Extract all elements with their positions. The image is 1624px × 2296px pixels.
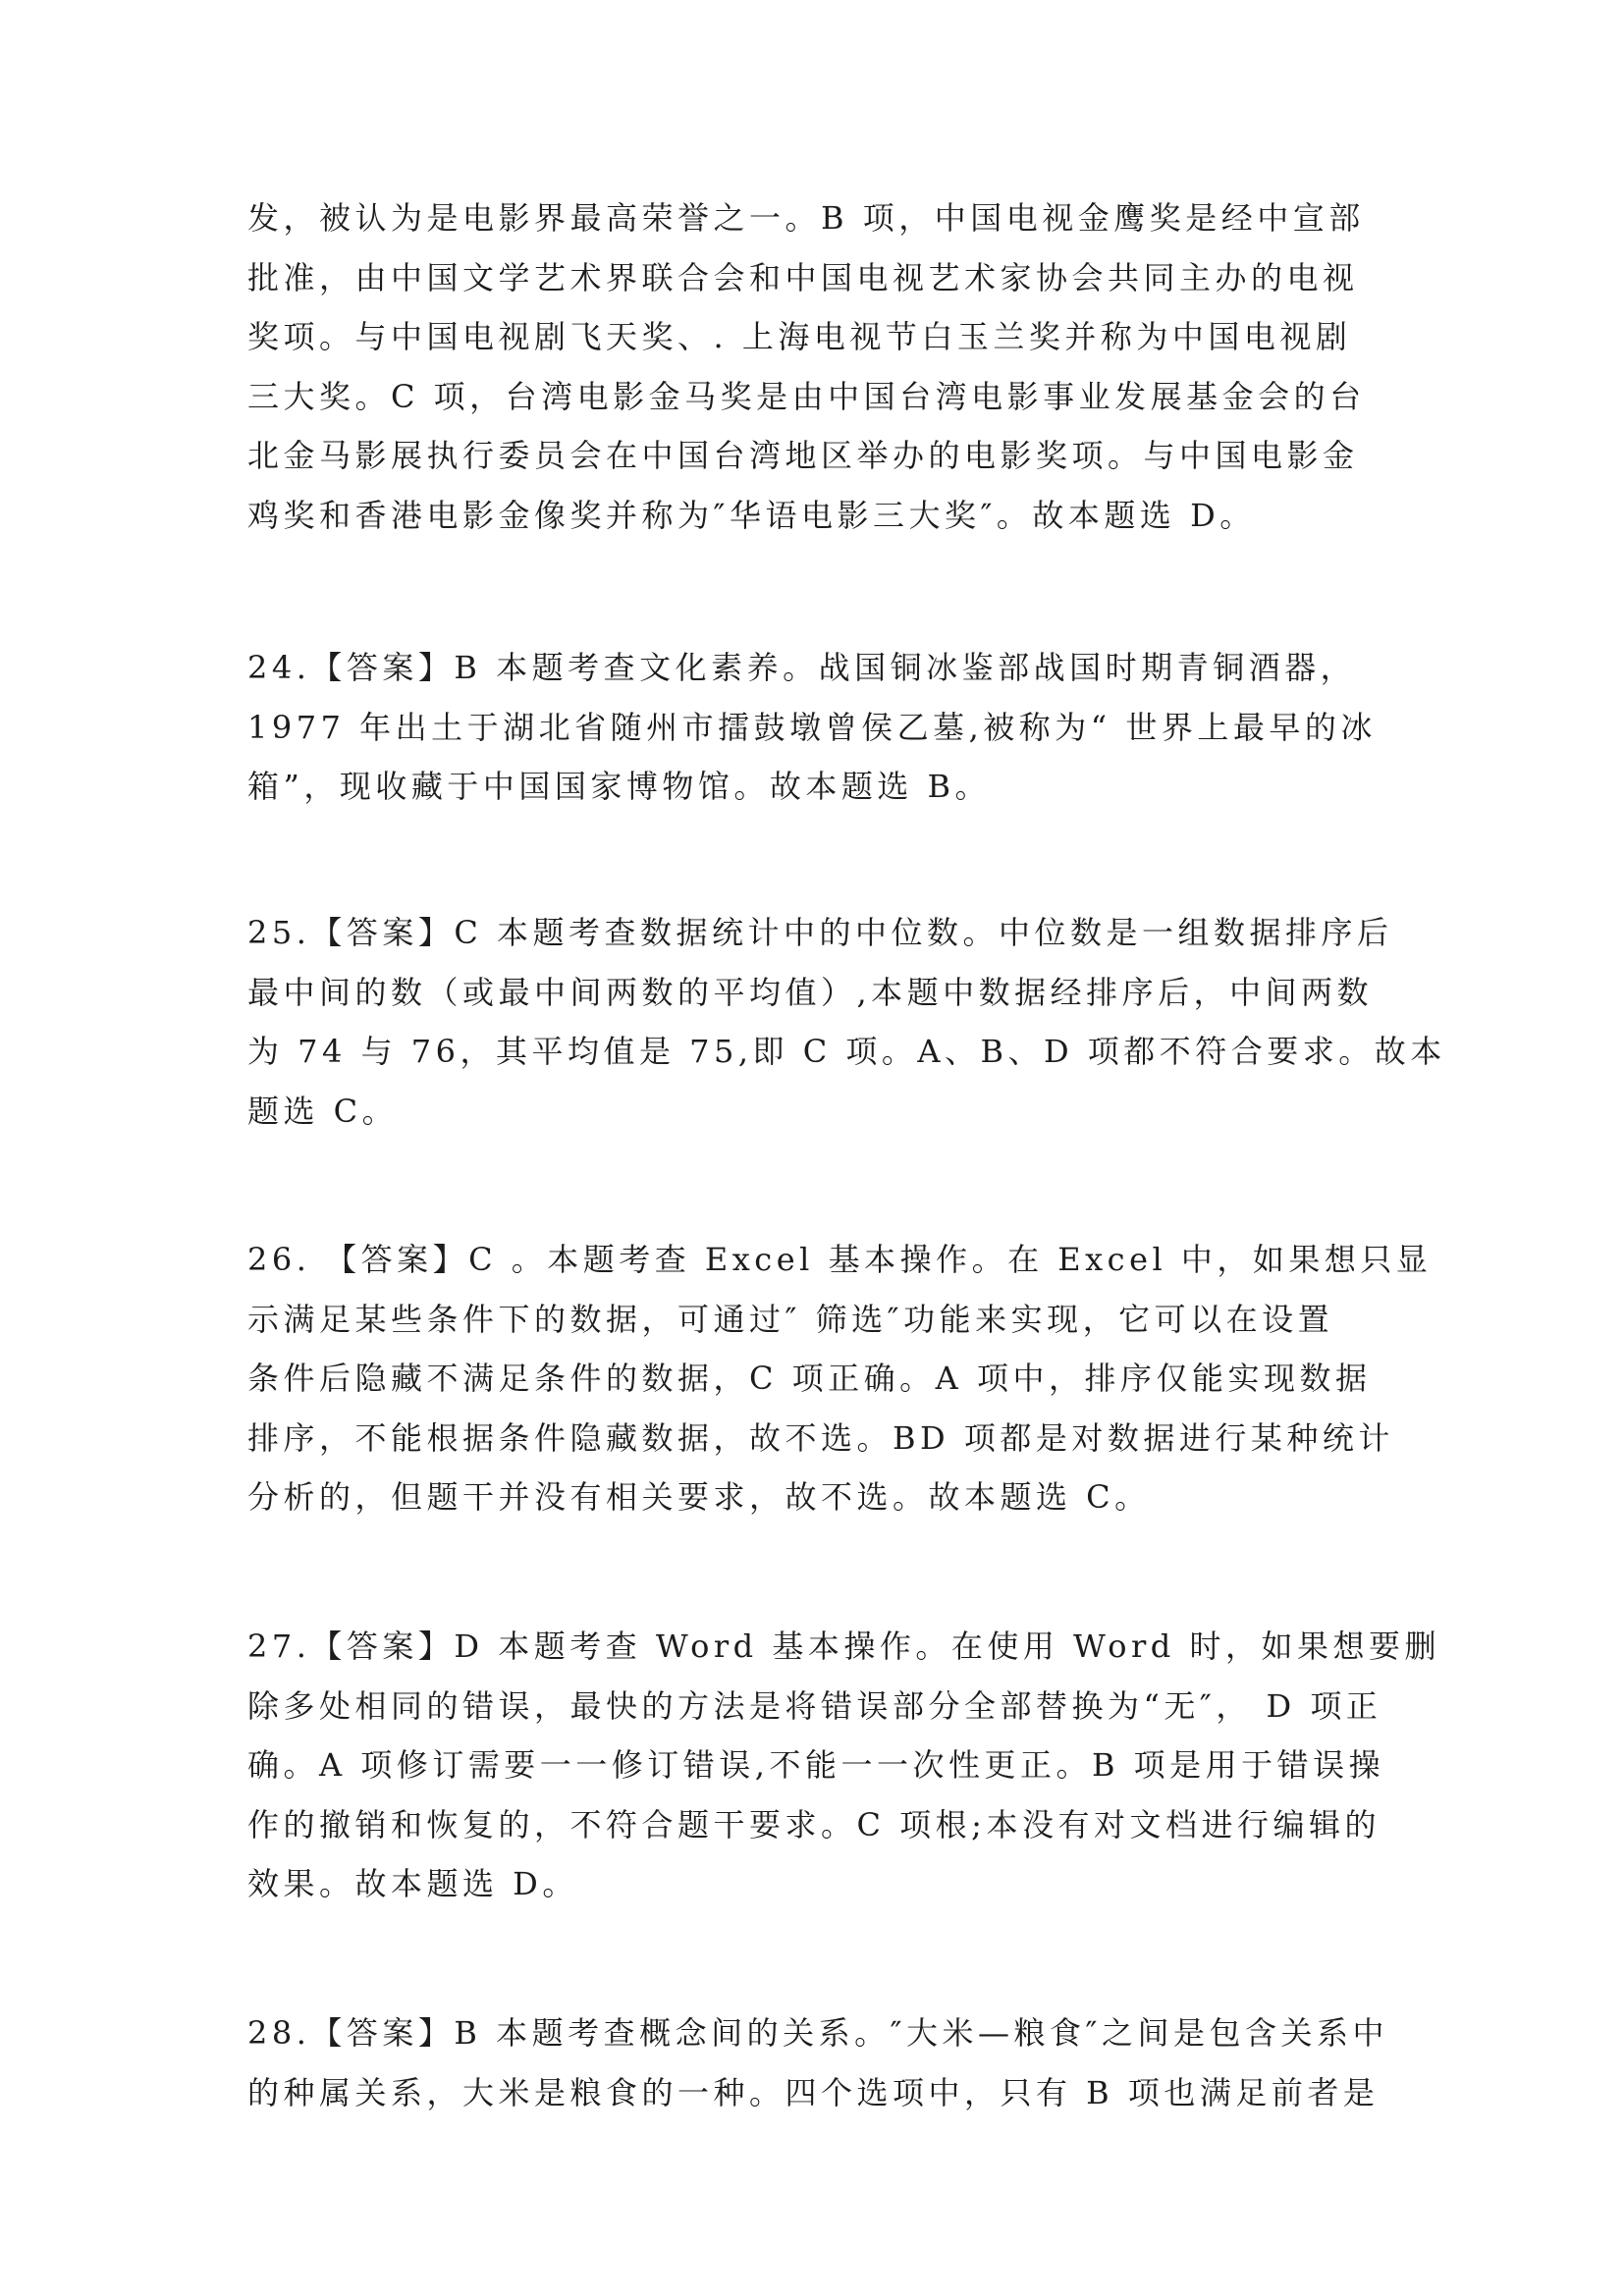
text-line: 为 74 与 76，其平均值是 75,即 C 项。A、B、D 项都不符合要求。故本 <box>247 1033 1446 1070</box>
text-line: 28.【答案】B 本题考查概念间的关系。″大米—粮食″之间是包含关系中 <box>247 2014 1388 2052</box>
text-line: 作的撤销和恢复的，不符合题干要求。C 项根;本没有对文档进行编辑的 <box>247 1805 1380 1843</box>
text-line: 批准，由中国文学艺术界联合会和中国电视艺术家协会共同主办的电视 <box>247 258 1359 296</box>
text-line: 除多处相同的错误，最快的方法是将错误部分全部替换为“无″， D 项正 <box>247 1686 1382 1725</box>
text-line: 排序，不能根据条件隐藏数据，故不选。BD 项都是对数据进行某种统计 <box>247 1418 1394 1457</box>
text-line: 示满足某些条件下的数据，可通过″ 筛选″功能来实现，它可以在设置 <box>247 1300 1334 1338</box>
text-line: 箱”，现收藏于中国国家博物馆。故本题选 B。 <box>247 768 992 805</box>
text-line: 鸡奖和香港电影金像奖并称为″华语电影三大奖″。故本题选 D。 <box>247 496 1256 534</box>
text-line: 24.【答案】B 本题考查文化素养。战国铜冰鉴部战国时期青铜酒器， <box>247 649 1357 686</box>
paragraph-continuation <box>247 188 1426 545</box>
text-line: 发，被认为是电影界最高荣誉之一。B 项，中国电视金鹰奖是经中宣部 <box>247 199 1365 237</box>
text-line: 27.【答案】D 本题考查 Word 基本操作。在使用 Word 时，如果想要删 <box>247 1628 1440 1665</box>
text-line: 题选 C。 <box>247 1092 399 1130</box>
text-line: 北金马影展执行委员会在中国台湾地区举办的电影奖项。与中国电影金 <box>247 437 1359 474</box>
paragraph-answer-24 <box>247 638 1426 817</box>
paragraph-answer-28 <box>247 2003 1426 2122</box>
paragraph-answer-25 <box>247 903 1446 1141</box>
text-line: 1977 年出土于湖北省随州市擂鼓墩曾侯乙墓,被称为“ 世界上最早的冰 <box>247 708 1377 746</box>
paragraph-answer-26 <box>247 1230 1433 1527</box>
text-line: 的种属关系，大米是粮食的一种。四个选项中，只有 B 项也满足前者是 <box>247 2073 1380 2111</box>
text-line: 效果。故本题选 D。 <box>247 1865 578 1902</box>
text-line: 确。A 项修订需要一一修订错误,不能一一次性更正。B 项是用于错误操 <box>247 1746 1385 1784</box>
text-line: 26. 【答案】C 。本题考查 Excel 基本操作。在 Excel 中，如果想只显 <box>247 1241 1433 1278</box>
text-line: 25.【答案】C 本题考查数据统计中的中位数。中位数是一组数据排序后 <box>247 914 1393 951</box>
text-line: 分析的，但题干并没有相关要求，故不选。故本题选 C。 <box>247 1478 1151 1516</box>
text-line: 奖项。与中国电视剧飞天奖、. 上海电视节白玉兰奖并称为中国电视剧 <box>247 318 1352 355</box>
text-line: 条件后隐藏不满足条件的数据，C 项正确。A 项中，排序仅能实现数据 <box>247 1360 1372 1397</box>
paragraph-answer-27 <box>247 1617 1440 1914</box>
text-line: 三大奖。C 项，台湾电影金马奖是由中国台湾电影事业发展基金会的台 <box>247 377 1366 415</box>
text-line: 最中间的数（或最中间两数的平均值）,本题中数据经排序后，中间两数 <box>247 973 1374 1011</box>
